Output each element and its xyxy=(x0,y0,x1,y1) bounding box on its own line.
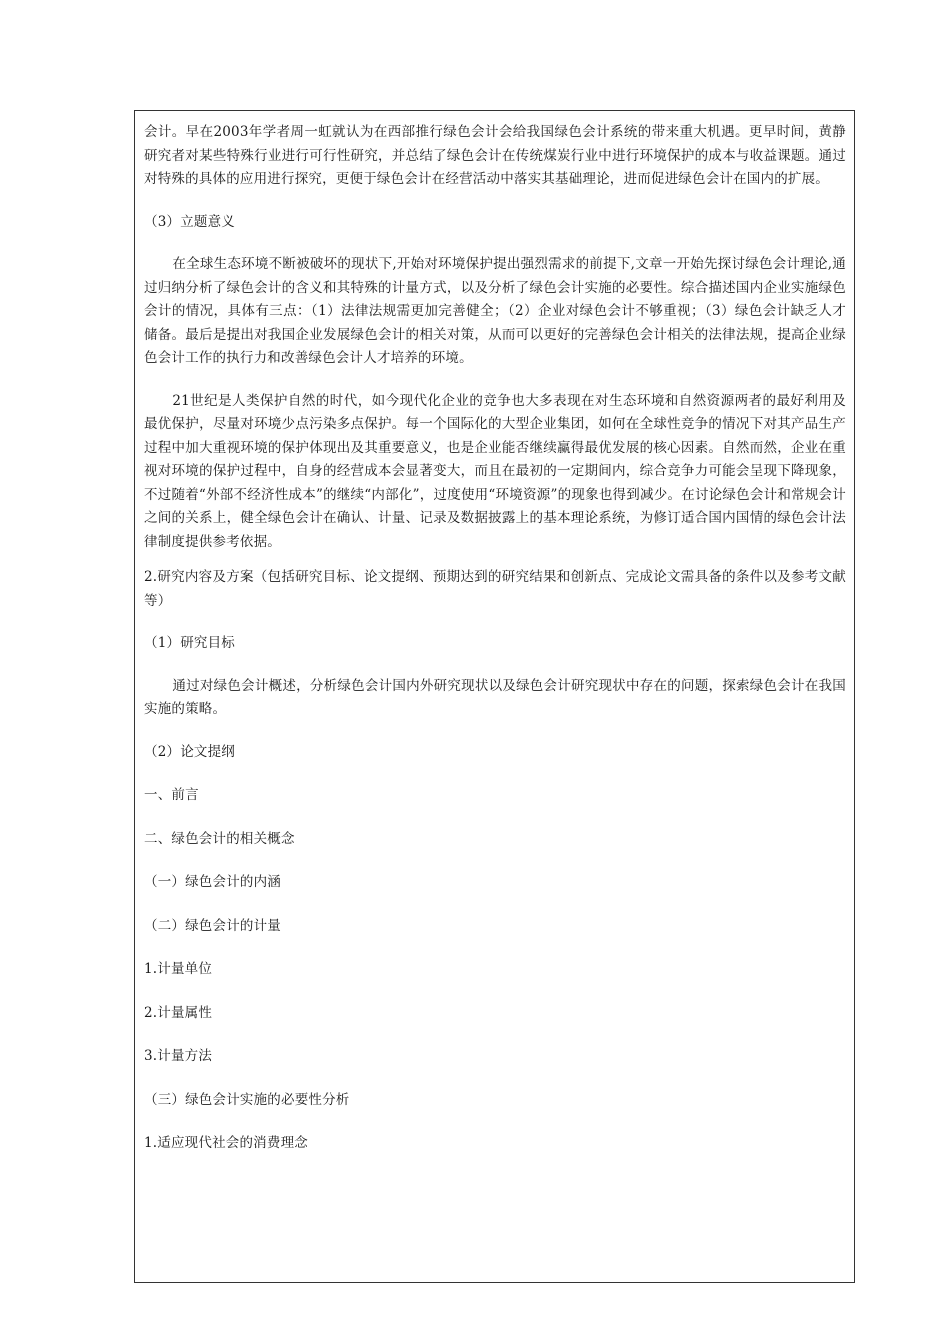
outline-item: 一、前言 xyxy=(144,787,199,803)
paragraph-significance-2: 21世纪是人类保护自然的时代，如今现代化企业的竞争也大多表现在对生态环境和自然资源两者的最好利用及最优保护，尽量对环境少点污染多点保护。每一个国际化的大型企业集团，如何在全球性竞争的情况下对其产品生产过程中加大重视环境的保护体现出及其重要意义，也是企业能否继续赢得最优发展的核心因素。自然而然，企业在重视对环境的保护过程中，自身的经营成本会显著变大，而且在最初的一定期间内，综合竞争力可能会呈现下降现象，不过随着“外部不经济性成本”的继续“内部化”，过度使用“环境资源”的现象也得到减少。在讨论绿色会计和常规会计之间的关系上，健全绿色会计在确认、计量、记录及数据披露上的基本理论系统，为修订适合国内国情的绿色会计法律制度提供参考依据。 xyxy=(144,392,846,550)
document-content xyxy=(144,121,846,1156)
outline-item: 1.计量单位 xyxy=(144,961,213,977)
heading-research-goal: （1）研究目标 xyxy=(144,635,235,651)
outline-item: 1.适应现代社会的消费理念 xyxy=(144,1135,308,1151)
paragraph-research-goal: 通过对绿色会计概述，分析绿色会计国内外研究现状以及绿色会计研究现状中存在的问题，探索绿色会计在我国实施的策略。 xyxy=(144,677,846,717)
paragraph-significance-1: 在全球生态环境不断被破坏的现状下,开始对环境保护提出强烈需求的前提下,文章一开始先探讨绿色会计理论,通过归纳分析了绿色会计的含义和其特殊的计量方式，以及分析了绿色会计实施的必要性。综合描述国内企业实施绿色会计的情况，具体有三点：（1）法律法规需更加完善健全；（2）企业对绿色会计不够重视；（3）绿色会计缺乏人才储备。最后是提出对我国企业发展绿色会计的相关对策，从而可以更好的完善绿色会计相关的法律法规，提高企业绿色会计工作的执行力和改善绿色会计人才培养的环境。 xyxy=(144,256,846,366)
outline-item: （二）绿色会计的计量 xyxy=(144,917,281,934)
outline-item: （一）绿色会计的内涵 xyxy=(144,874,281,890)
outline-item: 二、绿色会计的相关概念 xyxy=(144,830,295,847)
paragraph-intro: 会计。早在2003年学者周一虹就认为在西部推行绿色会计会给我国绿色会计系统的带来重大机遇。更早时间，黄静研究者对某些特殊行业进行可行性研究，并总结了绿色会计在传统煤炭行业中进行环境保护的成本与收益课题。通过对特殊的具体的应用进行探究，更便于绿色会计在经营活动中落实其基础理论，进而促进绿色会计在国内的扩展。 xyxy=(144,124,846,187)
document-table-cell xyxy=(134,110,855,1283)
heading-significance: （3）立题意义 xyxy=(144,213,235,230)
outline-item: （三）绿色会计实施的必要性分析 xyxy=(144,1091,350,1108)
heading-section-2: 2.研究内容及方案（包括研究目标、论文提纲、预期达到的研究结果和创新点、完成论文需具备的条件以及参考文献等） xyxy=(144,569,846,609)
outline-item: 3.计量方法 xyxy=(144,1048,213,1064)
heading-outline: （2）论文提纲 xyxy=(144,743,235,760)
outline-item: 2.计量属性 xyxy=(144,1004,213,1021)
